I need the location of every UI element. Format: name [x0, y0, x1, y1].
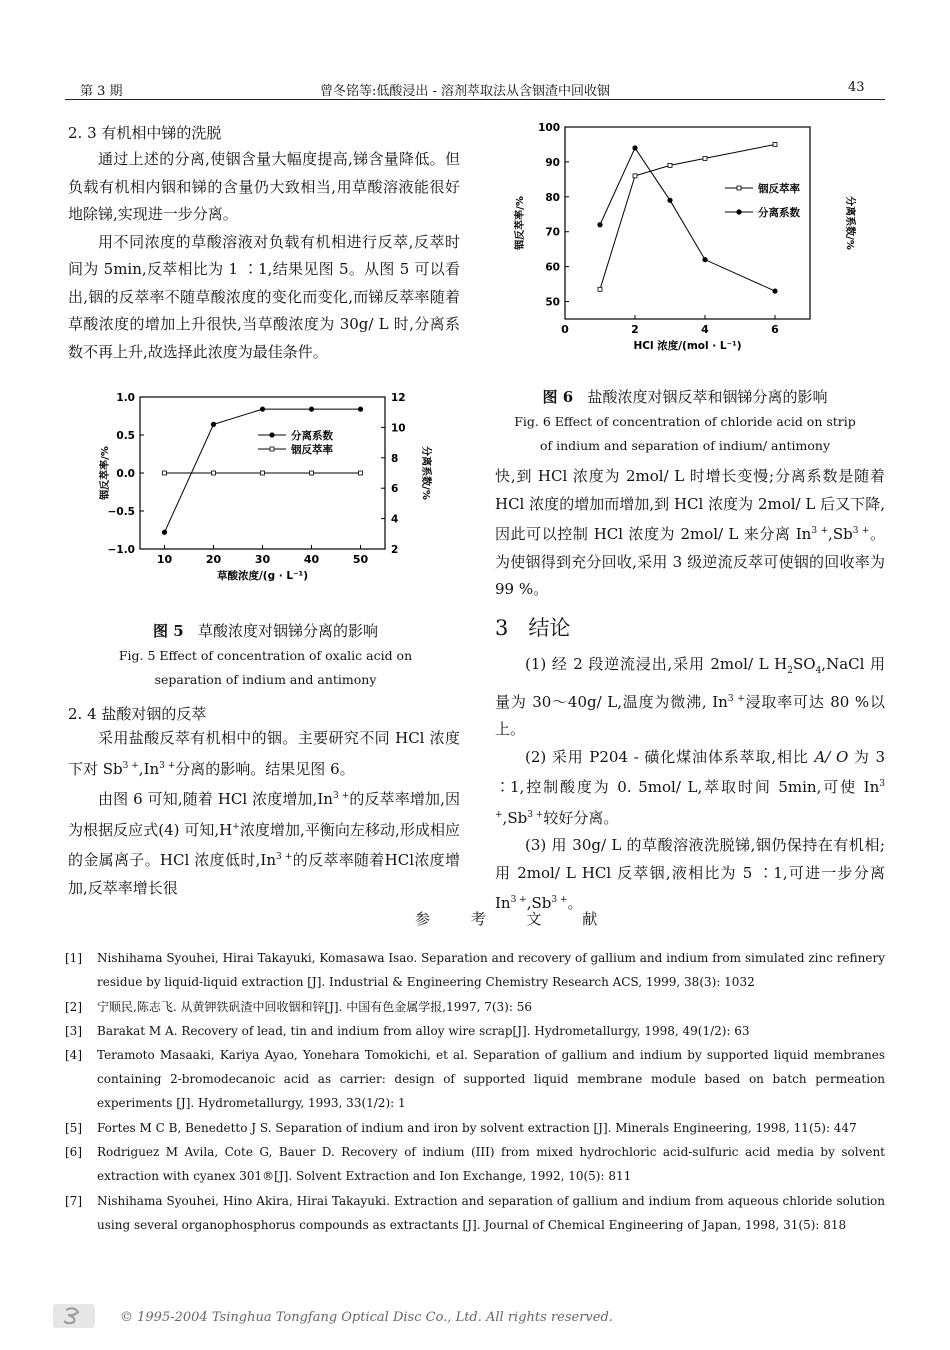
figure-6-caption: [495, 386, 875, 407]
legend-marker: [270, 447, 274, 451]
y-tick-label: 80: [545, 191, 560, 204]
data-point: [633, 174, 637, 178]
data-point: [702, 257, 707, 262]
publisher-logo: [52, 1303, 96, 1329]
legend-label: 分离系数: [758, 207, 800, 219]
reference-text: Teramoto Masaaki, Kariya Ayao, Yonehara Tomokichi, et al. Separation of gallium and indium by supported liquid membranes containing 2-bromodecanoic acid as carrier: design of supported liquid membrane module based on batch permeation experiments [J]. Hydrometallurgy, 1993, 33(1/2): 1: [97, 1048, 885, 1110]
text: 较好分离。: [543, 808, 619, 827]
data-point: [212, 471, 216, 475]
paragraph: 通过上述的分离,使铟含量大幅度提高,锑含量降低。但负载有机相内铟和锑的含量仍大致相当,用草酸溶液能很好地除锑,实现进一步分离。: [68, 150, 460, 223]
y-tick-label: 0.0: [116, 468, 135, 480]
sup: 3 +: [332, 791, 350, 801]
reference-number: [1]: [65, 951, 82, 965]
text: 的反萃率增加,因为根据反应式(4) 可知,H: [68, 790, 460, 839]
sup: 3 +: [551, 895, 568, 905]
data-point: [310, 471, 314, 475]
caption-text: 草酸浓度对铟锑分离的影响: [197, 622, 378, 640]
text: 为 3 ∶1,控制酸度为 0. 5mol/ L,萃取时间 5min,可使 In: [495, 747, 885, 796]
paragraph: [495, 744, 885, 833]
text: ,Sb: [502, 808, 528, 827]
x-tick-label: 20: [205, 553, 222, 566]
figure-5-caption-en: [68, 644, 463, 692]
text: 分离的影响。结果见图 6。: [175, 759, 355, 778]
figure-label: 图 6: [542, 388, 574, 406]
text: 的反萃率随着HCl浓度增加,反萃率增长很: [68, 851, 460, 897]
y2-tick-label: 2: [391, 544, 399, 556]
y-axis-label: 铟反萃率/%: [515, 196, 526, 250]
section-2-4-heading: 2. 4 盐酸对铟的反萃: [68, 705, 207, 723]
data-point: [773, 142, 777, 146]
reference-text: Nishihama Syouhei, Hirai Takayuki, Komasawa Isao. Separation and recovery of gallium and indium from simulated zinc refinery residue by liquid-liquid extraction [J]. Industrial & Engineering Chemistry Research ACS, 1999, 38(3): 1032: [97, 951, 885, 989]
data-point: [667, 198, 672, 203]
y2-tick-label: 8: [391, 452, 399, 465]
data-point: [772, 288, 777, 293]
issue-label: 第 3 期: [80, 84, 123, 99]
reference-item: [65, 1019, 885, 1043]
page-number: 43: [848, 80, 865, 95]
text: 浸取率可达 80 %以上。: [495, 692, 885, 738]
reference-number: [3]: [65, 1024, 82, 1038]
x-tick-label: 6: [771, 323, 779, 336]
text: (1) 经 2 段逆流浸出,采用 2mol/ L H: [525, 655, 788, 673]
x-tick-label: 10: [156, 553, 173, 566]
figure-6-chart: [495, 115, 870, 365]
reference-item: [65, 1140, 885, 1188]
sup: 3 +: [527, 809, 544, 820]
text: 由图 6 可知,随着 HCl 浓度增加,In: [98, 790, 333, 808]
legend-label: 铟反萃率: [291, 444, 333, 456]
sup: +: [232, 821, 240, 832]
x-tick-label: 4: [701, 323, 709, 336]
text: (3) 用 30g/ L 的草酸溶液洗脱锑,铟仍保持在有机相;用 2mol/ L HCl 反萃铟,液相比为 5 ∶1,可进一步分离 In: [495, 836, 885, 912]
data-point: [162, 530, 167, 535]
sup: 3 +: [276, 852, 293, 862]
reference-number: [2]: [65, 1000, 82, 1014]
data-point: [260, 407, 265, 412]
data-point: [358, 407, 363, 412]
y2-tick-label: 4: [391, 513, 399, 526]
ratio-label: A/ O: [814, 747, 849, 766]
sub: 2: [787, 666, 793, 676]
reference-text: Rodriguez M Avila, Cote G, Bauer D. Recovery of indium (III) from mixed hydrochloric acid-sulfuric acid media by solvent extraction with cyanex 301®[J]. Solvent Extraction and Ion Exchange, 1992, 10(5): 811: [97, 1145, 885, 1183]
legend-label: 分离系数: [291, 430, 333, 442]
data-point: [163, 471, 167, 475]
conclusion-body: [495, 651, 885, 918]
sup: 3 +: [159, 760, 176, 771]
reference-item: [65, 995, 885, 1019]
running-title: 曾冬铭等:低酸浸出 - 溶剂萃取法从含铟渣中回收铟: [320, 84, 611, 99]
sup: 3 +: [122, 760, 139, 771]
sup: 3 +: [495, 779, 885, 820]
y-tick-label: 90: [545, 156, 560, 169]
sup: 3 +: [510, 895, 527, 905]
reference-item: [65, 1116, 885, 1140]
series-line: [600, 148, 775, 291]
sup: 3 +: [811, 526, 829, 536]
data-point: [598, 287, 602, 291]
y-tick-label: 70: [545, 226, 560, 239]
legend-marker: [269, 432, 274, 437]
section-2-4-body: [68, 725, 460, 902]
caption-en-line: Fig. 5 Effect of concentration of oxalic acid on: [118, 648, 413, 663]
data-point: [632, 145, 637, 150]
y-tick-label: 1.0: [116, 392, 135, 404]
y-tick-label: 100: [538, 122, 560, 134]
sup: 3 +: [852, 526, 870, 536]
y2-axis-label: 分离系数/%: [844, 196, 855, 250]
header-rule: [65, 99, 885, 100]
conclusion-heading: [495, 612, 570, 642]
legend-label: 铟反萃率: [758, 183, 800, 195]
data-point: [359, 471, 363, 475]
paragraph: [495, 832, 885, 918]
section-2-3-body: [68, 146, 460, 366]
legend-marker: [736, 209, 741, 214]
x-axis-label: 草酸浓度/(g · L⁻¹): [216, 570, 309, 582]
data-point: [668, 163, 672, 167]
caption-en-line: of indium and separation of indium/ antimony: [539, 438, 831, 453]
caption-en-line: separation of indium and antimony: [154, 672, 377, 687]
y-axis-label: 铟反萃率/%: [100, 446, 111, 500]
data-point: [261, 471, 265, 475]
x-tick-label: 30: [254, 553, 271, 566]
y-tick-label: 50: [545, 296, 560, 309]
text: 浓度增加,平衡向左移动,形成相应的金属离子。HCl 浓度低时,In: [68, 820, 460, 869]
section-2-3-heading: 2. 3 有机相中锑的洗脱: [68, 124, 222, 142]
text: ,NaCl 用量为 30～40g/ L,温度为微沸, In: [495, 655, 886, 711]
reference-item: [65, 946, 885, 994]
reference-text: 宁顺民,陈志飞. 从黄钾铁矾渣中回收铟和锌[J]. 中国有色金属学报,1997, 7(3): 56: [97, 1000, 532, 1014]
x-tick-label: 0: [561, 323, 569, 336]
reference-text: Fortes M C B, Benedetto J S. Separation of indium and iron by solvent extraction [J]. Minerals Engineering, 1998, 11(5): 447: [97, 1121, 857, 1135]
reference-text: Barakat M A. Recovery of lead, tin and indium from alloy wire scrap[J]. Hydrometallurgy, 1998, 49(1/2): 63: [97, 1024, 750, 1038]
text: 。为使铟得到充分回收,采用 3 级逆流反萃可使铟的回收率为 99 %。: [495, 525, 885, 598]
sub: 4: [815, 666, 822, 676]
caption-text: 盐酸浓度对铟反萃和铟锑分离的影响: [587, 388, 828, 406]
reference-item: [65, 1189, 885, 1237]
x-tick-label: 50: [352, 553, 369, 566]
reference-number: [4]: [65, 1048, 82, 1062]
paragraph: [495, 463, 885, 604]
heading-number: 3: [495, 616, 509, 640]
y2-tick-label: 6: [391, 483, 399, 496]
text: 快,到 HCl 浓度为 2mol/ L 时增长变慢;分离系数是随着 HCl 浓度的增加而增加,到 HCl 浓度为 2mol/ L 后又下降,因此可以控制 HCl 浓度为 2mol/ L 来分离 In: [495, 467, 885, 543]
heading-text: 结论: [528, 616, 571, 640]
text: SO: [792, 655, 816, 673]
sup: 3 +: [727, 693, 745, 704]
text: (2) 采用 P204 - 磺化煤油体系萃取,相比: [525, 747, 815, 766]
y-tick-label: 0.5: [116, 430, 135, 442]
caption-en-line: Fig. 6 Effect of concentration of chloride acid on strip: [514, 414, 856, 429]
text: 。: [567, 894, 583, 912]
y2-tick-label: 10: [391, 422, 406, 435]
paragraph: [68, 725, 460, 783]
reference-item: [65, 1043, 885, 1115]
figure-5-chart: [68, 385, 463, 610]
text: 采用盐酸反萃有机相中的铟。主要研究不同 HCl 浓度下对 Sb: [68, 729, 460, 778]
data-point: [309, 407, 314, 412]
y-tick-label: −1.0: [107, 544, 135, 556]
copyright-notice: © 1995-2004 Tsinghua Tongfang Optical Disc Co., Ltd. All rights reserved.: [120, 1310, 613, 1325]
x-tick-label: 40: [303, 553, 320, 566]
text: ,Sb: [526, 894, 552, 912]
references-title: 参 考 文 献: [415, 910, 616, 928]
y-tick-label: 60: [545, 261, 560, 274]
data-point: [597, 222, 602, 227]
legend-marker: [737, 186, 741, 190]
y2-axis-label: 分离系数/%: [420, 446, 431, 500]
right-column-body: [495, 463, 885, 604]
reference-number: [7]: [65, 1194, 82, 1208]
text: ,In: [138, 759, 160, 778]
data-point: [211, 422, 216, 427]
figure-6-caption-en: [495, 410, 875, 458]
reference-number: [5]: [65, 1121, 82, 1135]
x-tick-label: 2: [631, 323, 639, 336]
data-point: [703, 156, 707, 160]
paragraph: 用不同浓度的草酸溶液对负载有机相进行反萃,反萃时间为 5min,反萃相比为 1 ∶1,结果见图 5。从图 5 可以看出,铟的反萃率不随草酸浓度的变化而变化,而锑反萃率随着草酸浓度的增加上升很快,当草酸浓度为 30g/ L 时,分离系数不再上升,故选择此浓度为最佳条件。: [68, 232, 460, 361]
x-axis-label: HCl 浓度/(mol · L⁻¹): [633, 340, 742, 352]
y-tick-label: −0.5: [107, 506, 135, 518]
reference-text: Nishihama Syouhei, Hino Akira, Hirai Takayuki. Extraction and separation of gallium and indium from aqueous chloride solution using several organophosphorus compounds as extractants [J]. Journal of Chemical Engineering of Japan, 1998, 31(5): 818: [97, 1194, 885, 1232]
text: ,Sb: [828, 525, 853, 543]
paragraph: [68, 783, 460, 902]
reference-number: [6]: [65, 1145, 82, 1159]
y2-tick-label: 12: [391, 392, 406, 404]
paragraph: [495, 651, 885, 744]
figure-label: 图 5: [153, 622, 184, 640]
figure-5-caption: [68, 620, 463, 641]
